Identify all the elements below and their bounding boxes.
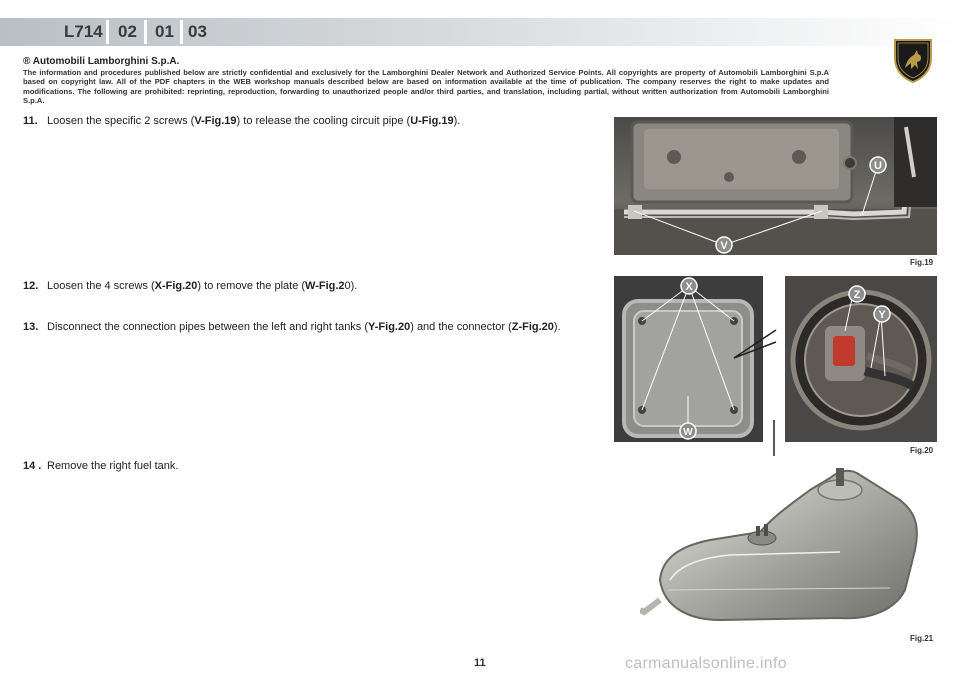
separator xyxy=(144,20,147,44)
copyright-text: The information and procedures published below are strictly confidential and exclusively for the Lamborghini Dealer Network and Authorized Service Points. All copyrights are property of Automobili Lamborghini S.p.A based on copyright law. All of the PDF chapters in the WEB workshop manuals described below are based on information available at the time of publication. The company reserves the right to make updates and modifications. The following are prohibited: reprinting, reproduction, forwarding to unauthorized people and/or third parties, and translation, including partial, without written authorization from Automobili Lamborghini S.p.A. xyxy=(23,68,829,106)
step-number: 14 . xyxy=(23,460,42,472)
step-text: ) and the connector ( xyxy=(410,321,512,333)
step-12 xyxy=(23,280,357,292)
step-ref: W-Fig.2 xyxy=(305,280,345,292)
step-ref: X-Fig.20 xyxy=(154,280,198,292)
watermark: carmanualsonline.info xyxy=(625,655,787,672)
step-14 xyxy=(23,460,178,472)
step-11 xyxy=(23,115,460,127)
step-13 xyxy=(23,321,561,333)
callout-z-label: Z xyxy=(853,289,861,301)
step-number: 13. xyxy=(23,321,39,333)
step-ref: Z-Fig.20 xyxy=(511,321,554,333)
step-text: ) to release the cooling circuit pipe ( xyxy=(236,115,411,127)
step-text: ) to remove the plate ( xyxy=(197,280,306,292)
step-text: ). xyxy=(553,321,561,333)
step-text: Disconnect the connection pipes between the left and right tanks ( xyxy=(47,321,369,333)
step-ref: Y-Fig.20 xyxy=(368,321,411,333)
copyright-block xyxy=(23,56,829,106)
step-text: Loosen the specific 2 screws ( xyxy=(47,115,195,127)
fig20-connector-lines xyxy=(730,300,790,460)
callout-y-label: Y xyxy=(878,309,886,321)
step-number: 12. xyxy=(23,280,39,292)
fig21-fuel-tank-photo xyxy=(640,460,940,630)
page-number: 11 xyxy=(474,657,486,669)
step-number: 11. xyxy=(23,115,38,127)
separator xyxy=(180,20,183,44)
fig20-caption: Fig.20 xyxy=(910,446,934,455)
fig19-photo xyxy=(614,117,937,255)
subgroup-code: 01 xyxy=(155,22,174,41)
fig19-caption: Fig.19 xyxy=(910,258,934,267)
callout-w-label: W xyxy=(683,427,693,438)
callout-x-label: X xyxy=(685,281,693,293)
step-text: 0). xyxy=(344,280,358,292)
manual-code: L714 xyxy=(64,22,103,41)
group-code: 02 xyxy=(118,22,137,41)
separator xyxy=(106,20,109,44)
step-text: ). xyxy=(453,115,461,127)
fig20-pump-photo xyxy=(785,276,937,442)
step-ref: U-Fig.19 xyxy=(410,115,454,127)
callout-v-label: V xyxy=(720,240,728,252)
section-code: 03 xyxy=(188,22,207,41)
step-ref: V-Fig.19 xyxy=(194,115,237,127)
callout-u-label: U xyxy=(874,160,882,172)
step-text: Remove the right fuel tank. xyxy=(47,460,179,472)
fig21-caption: Fig.21 xyxy=(910,634,934,643)
copyright-title: ® Automobili Lamborghini S.p.A. xyxy=(23,56,180,67)
lamborghini-logo xyxy=(893,38,933,84)
step-text: Loosen the 4 screws ( xyxy=(47,280,155,292)
